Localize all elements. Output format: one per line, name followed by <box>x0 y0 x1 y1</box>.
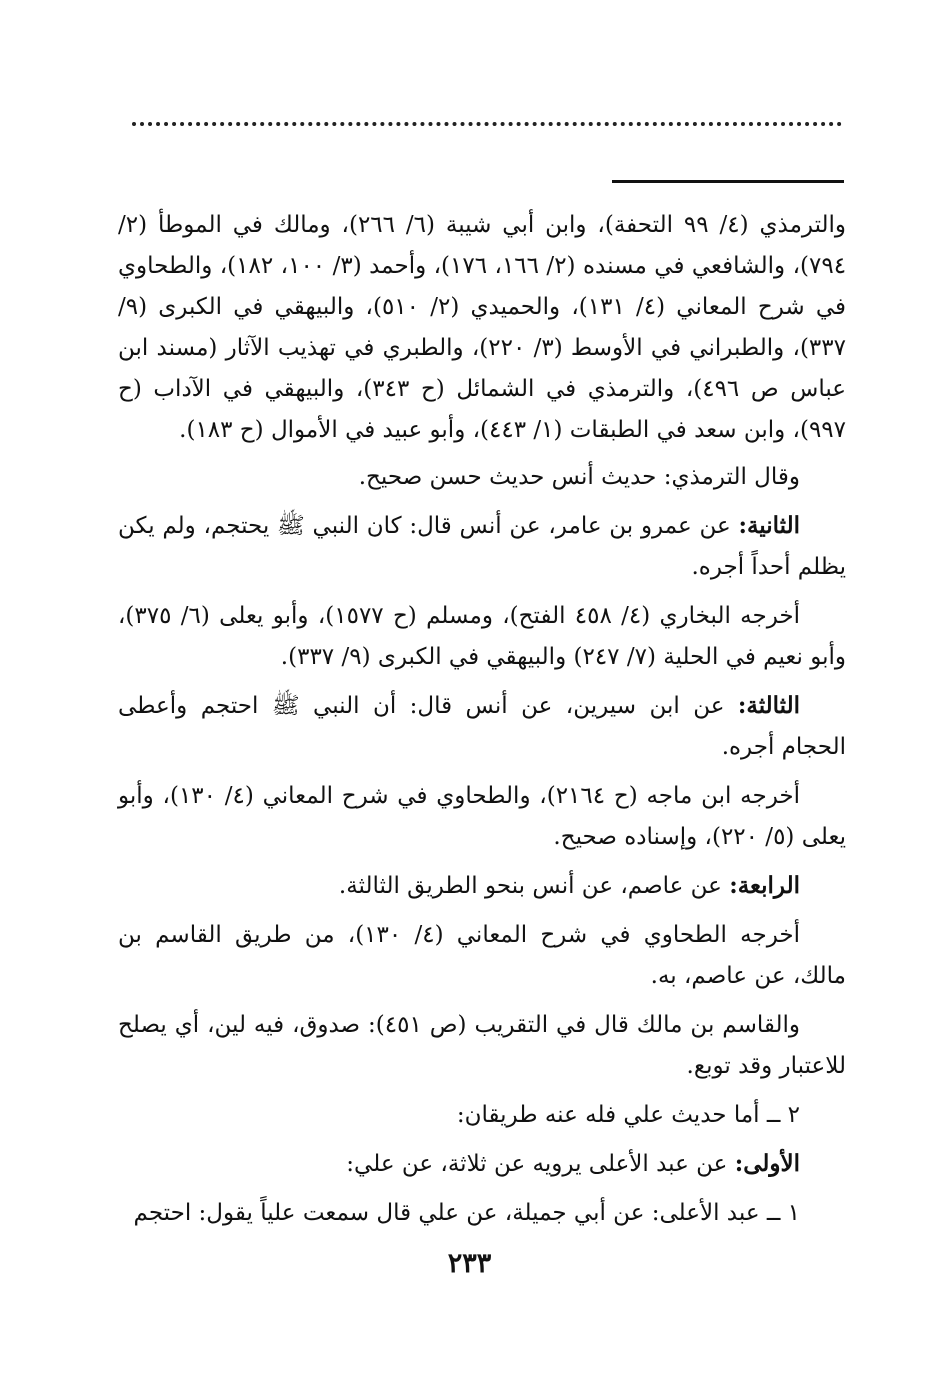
paragraph <box>118 775 846 858</box>
paragraph-lead: الثالثة: <box>737 692 800 719</box>
paragraph <box>118 865 846 907</box>
dotted-separator <box>132 122 842 126</box>
paragraph-text: والقاسم بن مالك قال في التقريب (ص ٤٥١): صدوق، فيه لين، أي يصلح للاعتبار وقد توبع. <box>118 1012 846 1079</box>
paragraph-text: أخرجه الطحاوي في شرح المعاني (٤/ ١٣٠)، من طريق القاسم بن مالك، عن عاصم، به. <box>118 922 846 989</box>
paragraph <box>118 914 846 997</box>
paragraph-text: عن عمرو بن عامر، عن أنس قال: كان النبي ﷺ يحتجم، ولم يكن يظلم أحداً أجره. <box>118 513 846 580</box>
paragraph-lead: الثانية: <box>738 512 800 539</box>
paragraph <box>118 505 846 588</box>
paragraph-text: أخرجه ابن ماجه (ح ٢١٦٤)، والطحاوي في شرح المعاني (٤/ ١٣٠)، وأبو يعلى (٥/ ٢٢٠)، وإسناده صحيح. <box>118 783 846 850</box>
paragraph <box>118 456 846 498</box>
paragraph <box>118 1094 846 1136</box>
paragraph <box>118 1143 846 1185</box>
paragraph-lead: الأولى: <box>734 1150 800 1177</box>
paragraph <box>118 204 846 451</box>
paragraph <box>118 1192 846 1234</box>
paragraph <box>118 1004 846 1087</box>
paragraph <box>118 595 846 678</box>
paragraph-text: والترمذي (٤/ ٩٩ التحفة)، وابن أبي شيبة (٦/ ٢٦٦)، ومالك في الموطأ (٢/ ٧٩٤)، والشافعي في مسنده (٢/ ١٦٦، ١٧٦)، وأحمد (٣/ ١٠٠، ١٨٢)، والطحاوي في شرح المعاني (٤/ ١٣١)، والحميدي (٢/ ٥١٠)، والبيهقي في الكبرى (٩/ ٣٣٧)، والطبراني في الأوسط (٣/ ٢٢٠)، والطبري في تهذيب الآثار (مسند ابن عباس ص ٤٩٦)، والترمذي في الشمائل (ح ٣٤٣)، والبيهقي في الآداب (ح ٩٩٧)، وابن سعد في الطبقات (١/ ٤٤٣)، وأبو عبيد في الأموال (ح ١٨٣). <box>118 212 847 443</box>
footnote-rule <box>612 180 844 183</box>
paragraph-lead: الرابعة: <box>729 872 800 899</box>
page-number: ٢٣٣ <box>447 1248 492 1279</box>
paragraph <box>118 685 846 768</box>
footnote-text <box>118 204 846 1241</box>
paragraph-text: عن عاصم، عن أنس بنحو الطريق الثالثة. <box>338 873 730 899</box>
paragraph-text: ٢ ــ أما حديث علي فله عنه طريقان: <box>456 1102 800 1128</box>
paragraph-text: عن عبد الأعلى يرويه عن ثلاثة، عن علي: <box>346 1151 735 1177</box>
paragraph-text: ١ ــ عبد الأعلى: عن أبي جميلة، عن علي قال سمعت علياً يقول: احتجم <box>133 1200 800 1226</box>
paragraph-text: أخرجه البخاري (٤/ ٤٥٨ الفتح)، ومسلم (ح ١٥٧٧)، وأبو يعلى (٦/ ٣٧٥)، وأبو نعيم في الحلية (٧/ ٢٤٧) والبيهقي في الكبرى (٩/ ٣٣٧). <box>118 603 846 670</box>
paragraph-text: عن ابن سيرين، عن أنس قال: أن النبي ﷺ احتجم وأعطى الحجام أجره. <box>118 693 846 760</box>
paragraph-text: وقال الترمذي: حديث أنس حديث حسن صحيح. <box>358 464 800 490</box>
